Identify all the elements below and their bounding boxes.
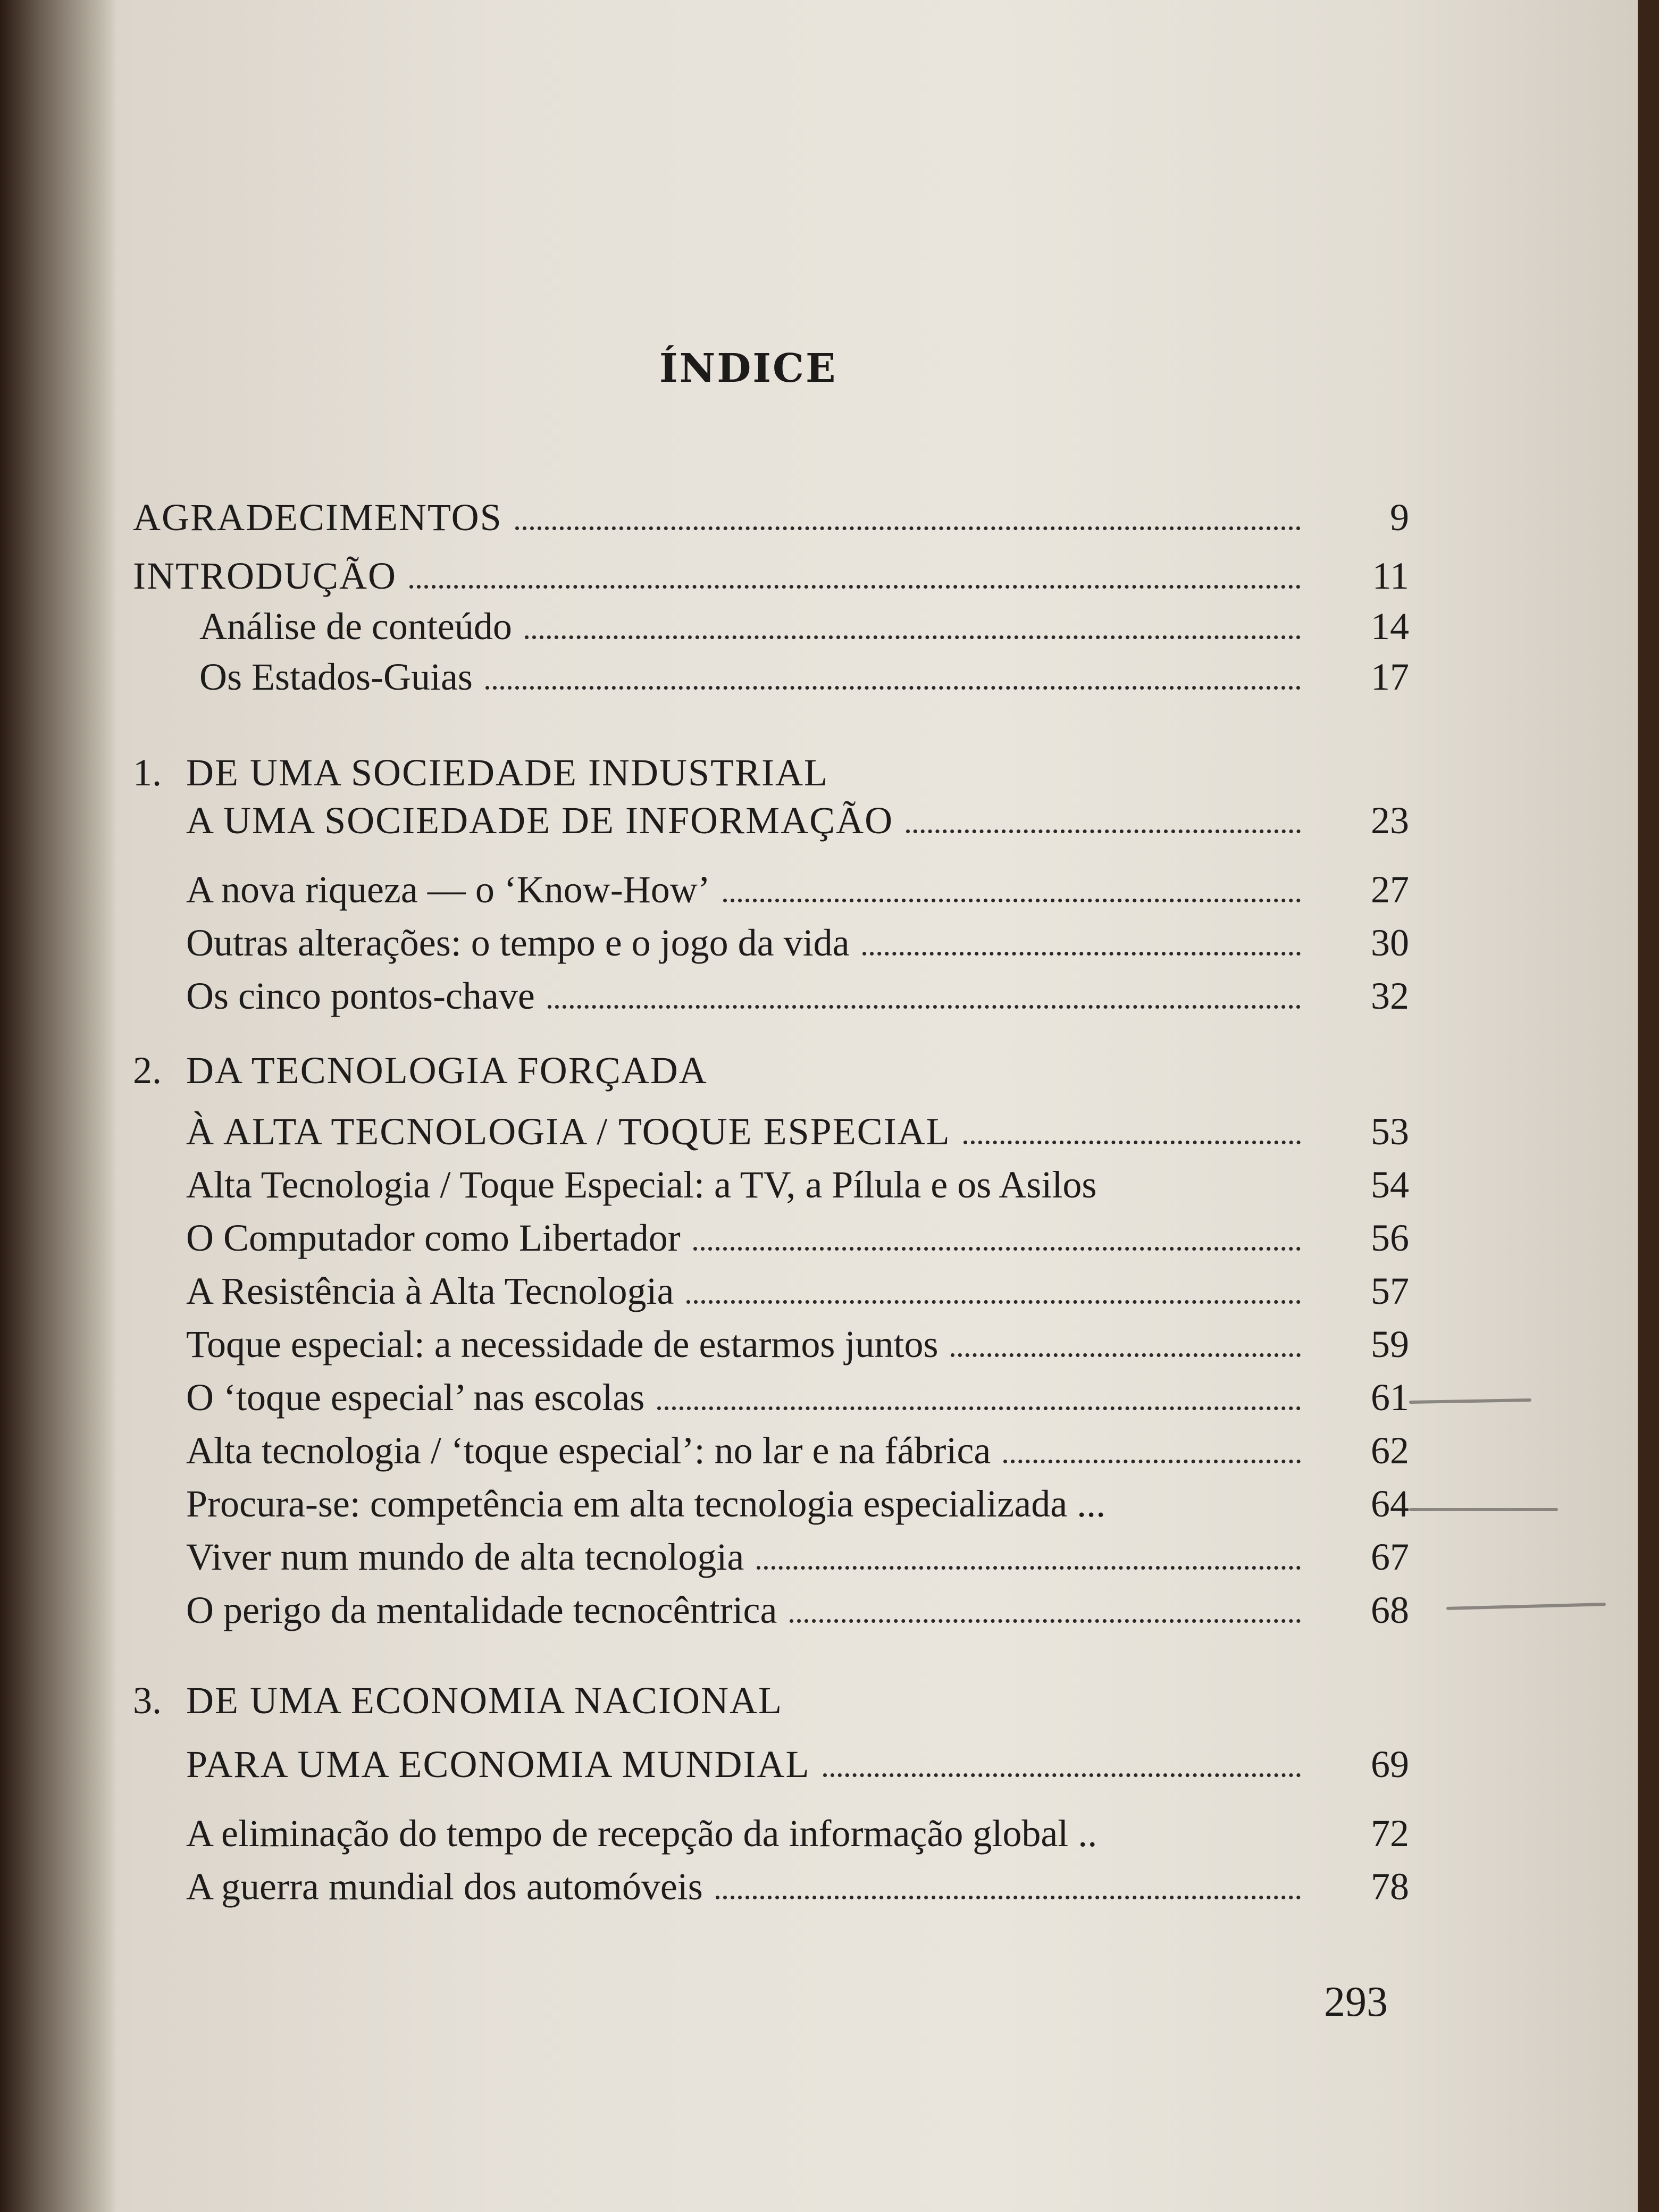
toc-leader-dots [485,686,1301,690]
toc-entry [186,1260,1409,1313]
page-number: 293 [1324,1979,1388,2025]
toc-entry-label: O Computador como Libertador [186,1217,681,1259]
toc-page-number: 9 [1390,496,1409,539]
toc-page-number: 64 [1371,1482,1409,1525]
toc-entry [199,646,1409,699]
toc-entry [186,1367,1409,1420]
toc-entry-label: AGRADECIMENTOS [133,496,502,539]
toc-leader-dots [548,1005,1301,1009]
toc-entry-label: DE UMA ECONOMIA NACIONAL [186,1679,783,1722]
toc-entry-label: A nova riqueza — o ‘Know-How’ [186,868,710,911]
toc-entry [133,1670,1409,1723]
toc-entry [199,596,1409,649]
toc-entry-label: INTRODUÇÃO [133,555,397,597]
toc-entry-label: DA TECNOLOGIA FORÇADA [186,1049,708,1092]
toc-entry-label: DE UMA SOCIEDADE INDUSTRIAL [186,751,828,794]
toc-leader-dots [823,1773,1301,1777]
toc-leader-dots [723,899,1301,902]
toc-entry-label: À ALTA TECNOLOGIA / TOQUE ESPECIAL [186,1110,951,1153]
toc-leader-dots [693,1247,1301,1251]
toc-entry-label: PARA UMA ECONOMIA MUNDIAL [186,1743,810,1786]
toc-entry-label: Os Estados-Guias [199,656,473,698]
toc-entry-label: Análise de conteúdo [199,605,512,648]
toc-page-number: 53 [1371,1110,1409,1153]
toc-leader-dots [1003,1460,1301,1463]
toc-entry [186,965,1409,1018]
toc-page-number: 32 [1371,975,1409,1017]
toc-page-number: 61 [1371,1376,1409,1419]
toc-entry [133,1040,1409,1093]
toc-entry-label: Alta Tecnologia / Toque Especial: a TV, a Pílula e os Asilos [186,1163,1097,1206]
toc-entry [186,912,1409,965]
toc-page-number: 30 [1371,921,1409,964]
toc-entry [186,1313,1409,1367]
toc-entry-label: Toque especial: a necessidade de estarmos juntos [186,1323,939,1365]
toc-page-number: 14 [1371,605,1409,648]
toc-entry-label: Alta tecnologia / ‘toque especial’: no lar e na fábrica [186,1429,991,1472]
toc-entry-label: A eliminação do tempo de recepção da informação global .. [186,1812,1097,1855]
toc-page-number: 78 [1371,1865,1409,1908]
toc-leader-dots [757,1566,1301,1570]
toc-page-number: 27 [1371,868,1409,911]
toc-entry-label: Os cinco pontos-chave [186,975,535,1017]
toc-entry [186,1733,1409,1787]
toc-leader-dots [657,1406,1301,1410]
toc-page-number: 62 [1371,1429,1409,1472]
toc-entry [186,1526,1409,1579]
toc-leader-dots [963,1141,1301,1144]
index-title: ÍNDICE [659,346,837,391]
toc-entry [133,545,1409,598]
toc-page-number: 56 [1371,1217,1409,1259]
toc-entry-label: Procura-se: competência em alta tecnologia especializada ... [186,1482,1106,1525]
toc-entry [186,1803,1409,1856]
toc-page-number: 69 [1371,1743,1409,1786]
book-gutter [0,0,117,2212]
toc-entry [186,1579,1409,1632]
toc-leader-dots [525,635,1301,639]
toc-entry [186,1856,1409,1909]
toc-leader-dots [716,1896,1301,1899]
toc-entry-label: Viver num mundo de alta tecnologia [186,1536,744,1578]
toc-chapter-number: 1. [133,751,162,794]
toc-page-number: 59 [1371,1323,1409,1365]
bleed-through-text [266,11,1382,170]
toc-entry [133,487,1409,540]
toc-entry [186,790,1409,843]
toc-chapter-number: 2. [133,1049,162,1092]
toc-leader-dots [790,1619,1301,1623]
pencil-mark [1409,1508,1558,1511]
toc-entry [186,1207,1409,1260]
toc-entry-label: O ‘toque especial’ nas escolas [186,1376,645,1419]
toc-entry-label: A UMA SOCIEDADE DE INFORMAÇÃO [186,799,894,842]
toc-page-number: 17 [1371,656,1409,698]
toc-entry [186,1154,1409,1207]
toc-page-number: 72 [1371,1812,1409,1855]
toc-page-number: 23 [1371,799,1409,842]
toc-page-number: 57 [1371,1270,1409,1312]
toc-entry-label: A guerra mundial dos automóveis [186,1865,703,1908]
toc-leader-dots [906,830,1301,833]
toc-page-number: 67 [1371,1536,1409,1578]
toc-chapter-number: 3. [133,1679,162,1722]
toc-leader-dots [409,585,1301,589]
toc-leader-dots [951,1353,1301,1357]
toc-leader-dots [515,526,1301,530]
toc-leader-dots [862,952,1301,956]
toc-page-number: 68 [1371,1589,1409,1631]
toc-leader-dots [686,1300,1301,1304]
toc-entry-label: O perigo da mentalidade tecnocêntrica [186,1589,777,1631]
toc-entry [186,1420,1409,1473]
toc-page-number: 11 [1372,555,1409,597]
toc-entry-label: Outras alterações: o tempo e o jogo da vida [186,921,850,964]
toc-entry [133,742,1409,795]
toc-entry [186,1473,1409,1526]
toc-page-number: 54 [1371,1163,1409,1206]
toc-entry [186,1101,1409,1154]
toc-entry [186,859,1409,912]
toc-entry-label: A Resistência à Alta Tecnologia [186,1270,674,1312]
